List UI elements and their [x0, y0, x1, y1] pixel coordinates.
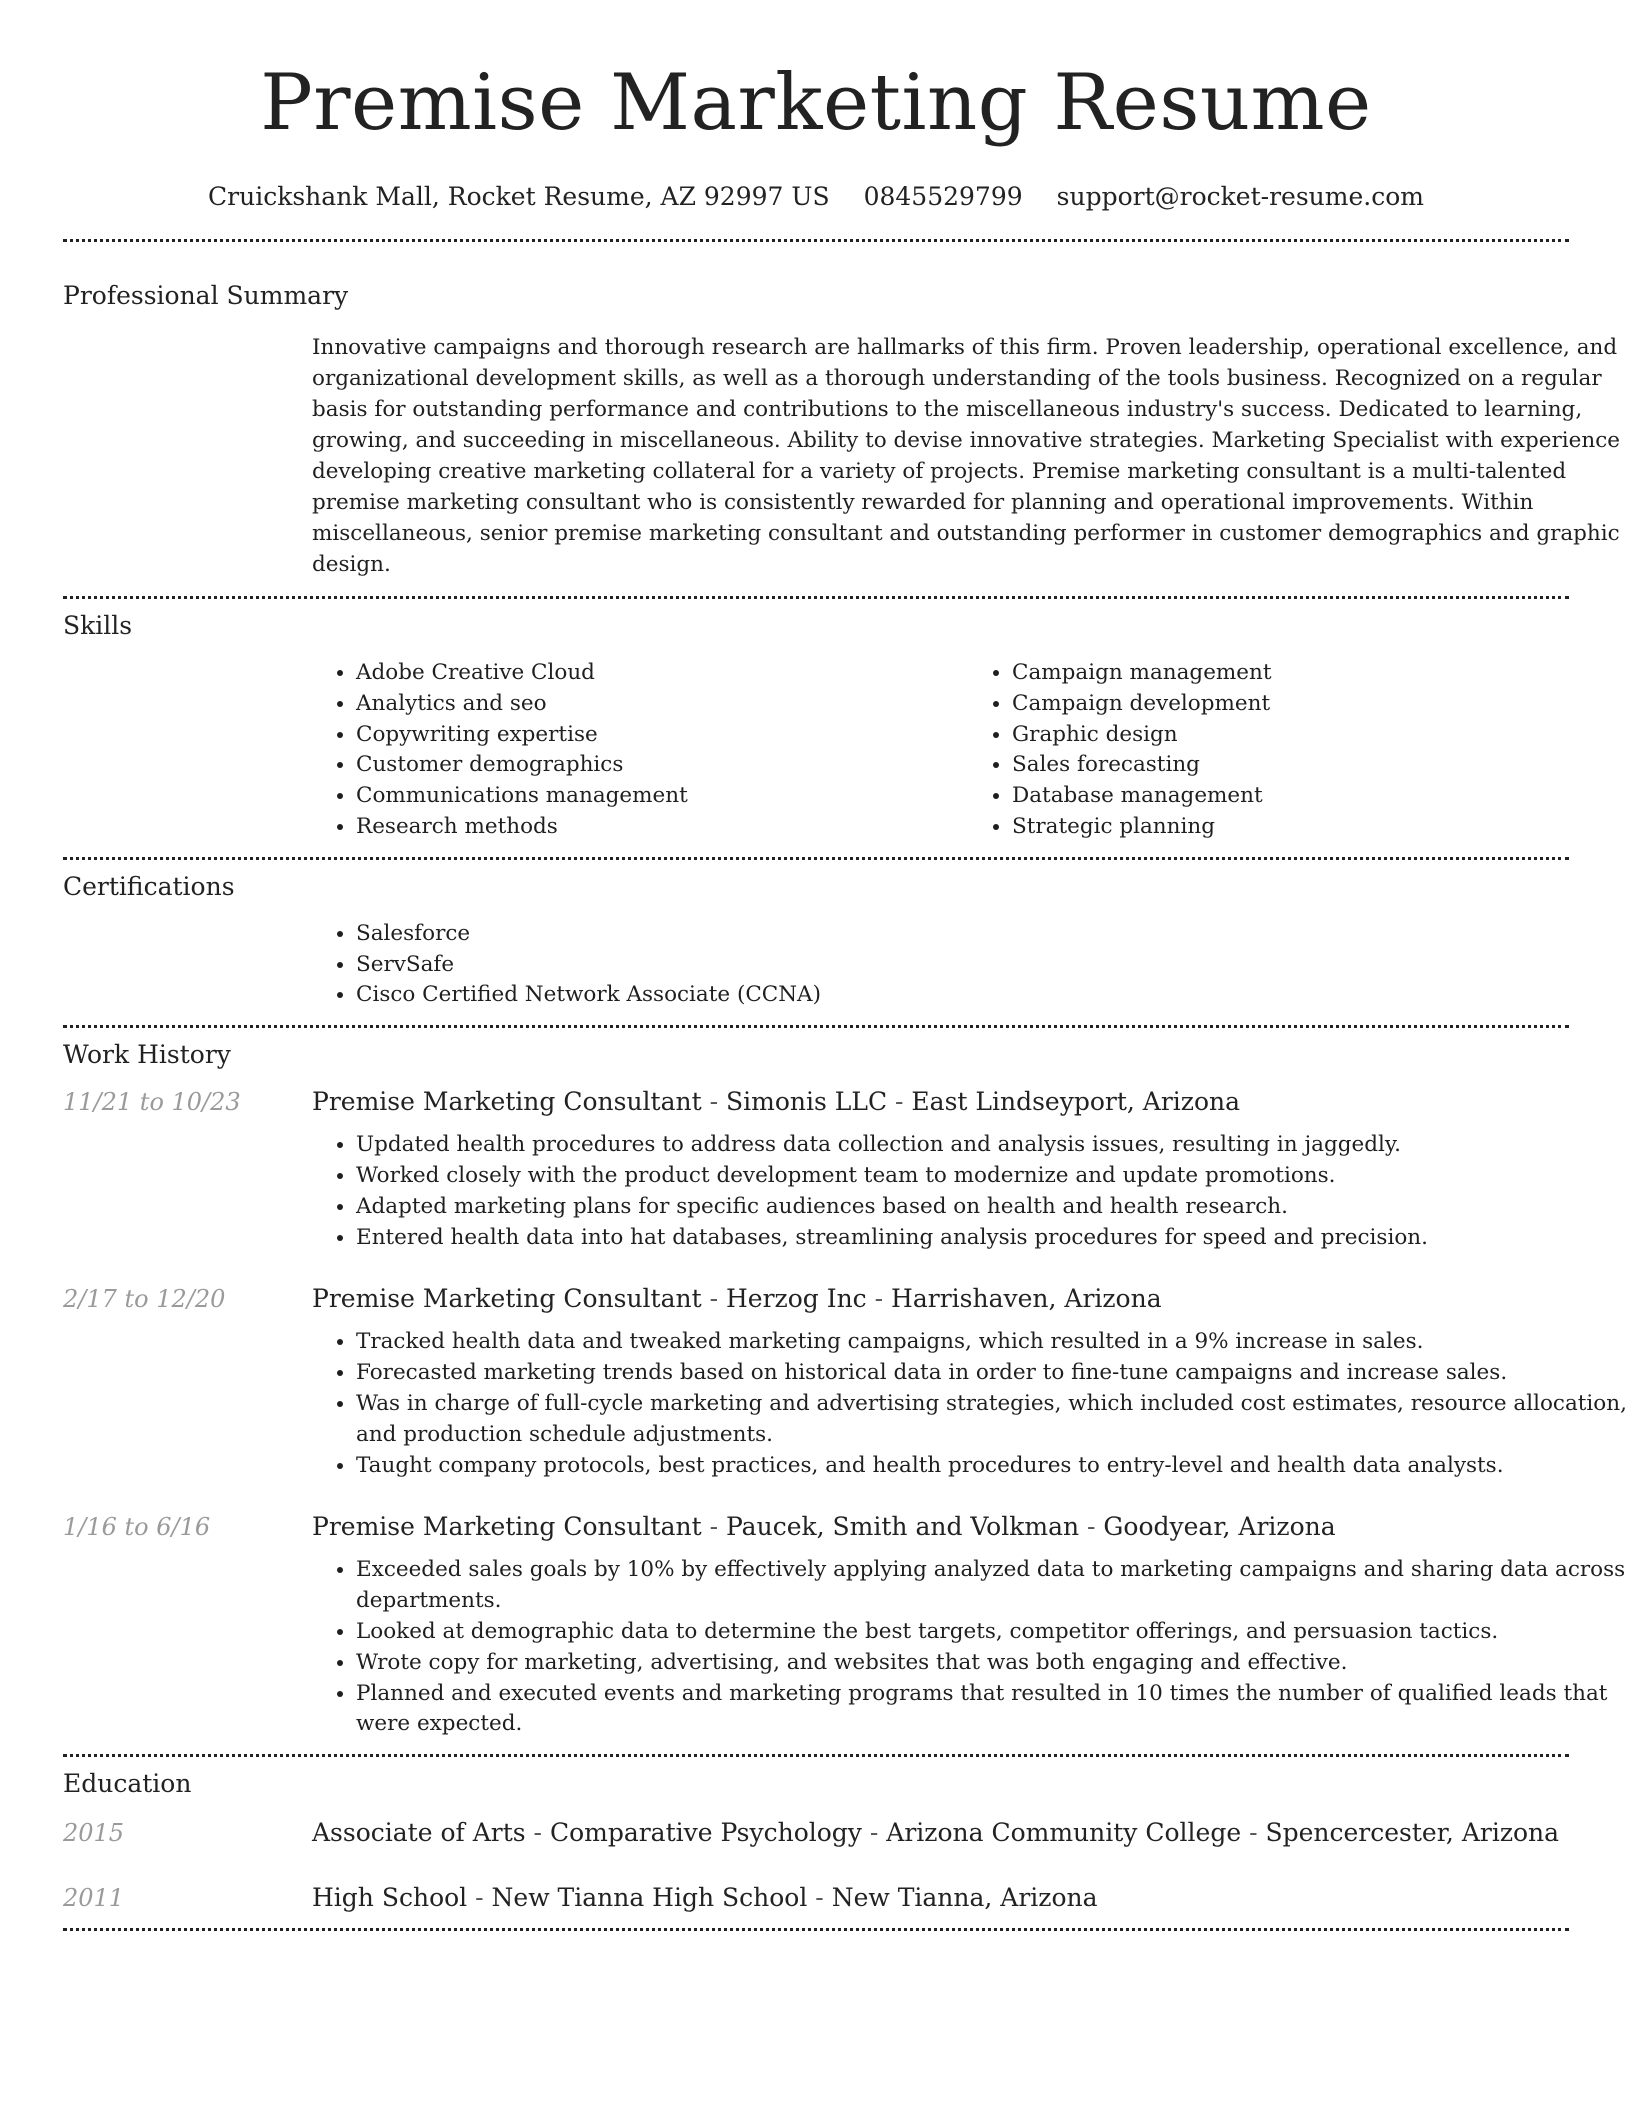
section-title-skills: Skills [63, 611, 133, 640]
education-school: New Tianna High School [491, 1883, 808, 1913]
skills-list-left [312, 658, 968, 843]
divider [63, 1928, 1569, 1931]
job-role: Premise Marketing Consultant [312, 1512, 702, 1542]
job-date: 2/17 to 12/20 [63, 1285, 226, 1314]
skill-item: • Communications management [356, 781, 968, 812]
education-entry [63, 1883, 1569, 1928]
education-title-line: Associate of Arts - Comparative Psychology - Arizona Community College - Spencercester, Arizona [312, 1818, 1560, 1848]
job-bullet: • Entered health data into hat databases, streamlining analysis procedures for speed and precision. [356, 1223, 1632, 1254]
job-title-line: Premise Marketing Consultant - Paucek, Smith and Volkman - Goodyear, Arizona [312, 1512, 1336, 1542]
section-title-work-history: Work History [63, 1040, 231, 1070]
skill-item: • Customer demographics [356, 750, 968, 781]
education-degree: Associate of Arts [312, 1818, 526, 1848]
summary-section [0, 242, 1632, 596]
skill-item: • Database management [1012, 781, 1624, 812]
job-location: Goodyear, Arizona [1103, 1512, 1336, 1542]
job-company: Herzog Inc [725, 1284, 867, 1314]
job-bullet: • Updated health procedures to address data collection and analysis issues, resulting in jaggedly. [356, 1130, 1632, 1161]
education-school: Arizona Community College [886, 1818, 1242, 1848]
job-bullet: • Wrote copy for marketing, advertising, and websites that was both engaging and effective. [356, 1648, 1632, 1679]
job-bullet: • Taught company protocols, best practices, and health procedures to entry-level and health data analysts. [356, 1451, 1632, 1482]
contact-line [0, 182, 1632, 211]
certifications-section [0, 860, 1632, 1025]
education-year: 2011 [63, 1884, 125, 1913]
job-bullets [312, 1130, 1632, 1253]
job-bullets [312, 1327, 1632, 1481]
education-field: Comparative Psychology [549, 1818, 862, 1848]
job-bullets [312, 1555, 1632, 1740]
section-title-education: Education [63, 1769, 192, 1799]
skill-item: • Campaign management [1012, 658, 1624, 689]
education-location: New Tianna, Arizona [831, 1883, 1098, 1913]
job-entry [63, 1512, 1626, 1754]
job-bullet: • Forecasted marketing trends based on historical data in order to fine-tune campaigns and increase sales. [356, 1358, 1632, 1389]
contact-address: Cruickshank Mall, Rocket Resume, AZ 92997 US [208, 182, 830, 211]
job-role: Premise Marketing Consultant [312, 1284, 702, 1314]
skill-item: • Sales forecasting [1012, 750, 1624, 781]
education-title-line: High School - New Tianna High School - New Tianna, Arizona [312, 1883, 1098, 1913]
contact-phone: 0845529799 [863, 182, 1023, 211]
job-title-line: Premise Marketing Consultant - Herzog Inc - Harrishaven, Arizona [312, 1284, 1162, 1314]
summary-text: Innovative campaigns and thorough research are hallmarks of this firm. Proven leadership, operational excellence, and organizational development skills, as well as a thorough understanding of the tools business. Recognized on a regular basis for outstanding performance and contributions to the miscellaneous industry's success. Dedicated to learning, growing, and succeeding in miscellaneous. Ability to devise innovative strategies. Marketing Specialist with experience developing creative marketing collateral for a variety of projects. Premise marketing consultant is a multi-talented premise marketing consultant who is consistently rewarded for planning and operational improvements. Within miscellaneous, senior premise marketing consultant and outstanding performer in customer demographics and graphic design. [312, 335, 1620, 577]
education-year: 2015 [63, 1819, 125, 1848]
job-bullet: • Tracked health data and tweaked marketing campaigns, which resulted in a 9% increase in sales. [356, 1327, 1632, 1358]
job-bullet: • Looked at demographic data to determine the best targets, competitor offerings, and persuasion tactics. [356, 1617, 1632, 1648]
job-bullet: • Exceeded sales goals by 10% by effectively applying analyzed data to marketing campaigns and sharing data across departments. [356, 1555, 1632, 1617]
resume-header [0, 0, 1632, 211]
skill-item: • Graphic design [1012, 720, 1624, 751]
job-bullet: • Worked closely with the product development team to modernize and update promotions. [356, 1161, 1632, 1192]
education-entry [63, 1818, 1569, 1847]
job-title-line: Premise Marketing Consultant - Simonis LLC - East Lindseyport, Arizona [312, 1087, 1241, 1117]
education-degree: High School [312, 1883, 468, 1913]
job-bullet: • Was in charge of full-cycle marketing and advertising strategies, which included cost estimates, resource allocation, and production schedule adjustments. [356, 1389, 1632, 1451]
certification-item: • Cisco Certified Network Associate (CCNA) [356, 980, 1632, 1011]
skill-item: • Research methods [356, 812, 968, 843]
job-company: Simonis LLC [725, 1087, 888, 1117]
job-date: 11/21 to 10/23 [63, 1088, 241, 1117]
job-company: Paucek, Smith and Volkman [725, 1512, 1080, 1542]
skills-list-right [968, 658, 1624, 843]
education-location: Spencercester, Arizona [1265, 1818, 1560, 1848]
job-date: 1/16 to 6/16 [63, 1513, 211, 1542]
job-bullet: • Planned and executed events and marketing programs that resulted in 10 times the number of qualified leads that were expected. [356, 1679, 1632, 1741]
skill-item: • Adobe Creative Cloud [356, 658, 968, 689]
section-title-certifications: Certifications [63, 871, 235, 901]
work-history-section [0, 1028, 1632, 1754]
job-location: East Lindseyport, Arizona [911, 1087, 1241, 1117]
job-bullet: • Adapted marketing plans for specific audiences based on health and health research. [356, 1192, 1632, 1223]
job-entry [63, 1087, 1569, 1253]
job-location: Harrishaven, Arizona [891, 1284, 1162, 1314]
resume-title: Premise Marketing Resume [260, 58, 1372, 148]
contact-email: support@rocket-resume.com [1056, 182, 1424, 211]
section-title-summary: Professional Summary [63, 281, 349, 310]
certification-item: • Salesforce [356, 919, 1632, 950]
skill-item: • Analytics and seo [356, 689, 968, 720]
skills-section [0, 599, 1632, 857]
certifications-list [312, 919, 1632, 1011]
education-section [0, 1757, 1632, 1928]
certification-item: • ServSafe [356, 950, 1632, 981]
skill-item: • Campaign development [1012, 689, 1624, 720]
job-entry [63, 1284, 1627, 1481]
job-role: Premise Marketing Consultant [312, 1087, 702, 1117]
skill-item: • Strategic planning [1012, 812, 1624, 843]
skill-item: • Copywriting expertise [356, 720, 968, 751]
